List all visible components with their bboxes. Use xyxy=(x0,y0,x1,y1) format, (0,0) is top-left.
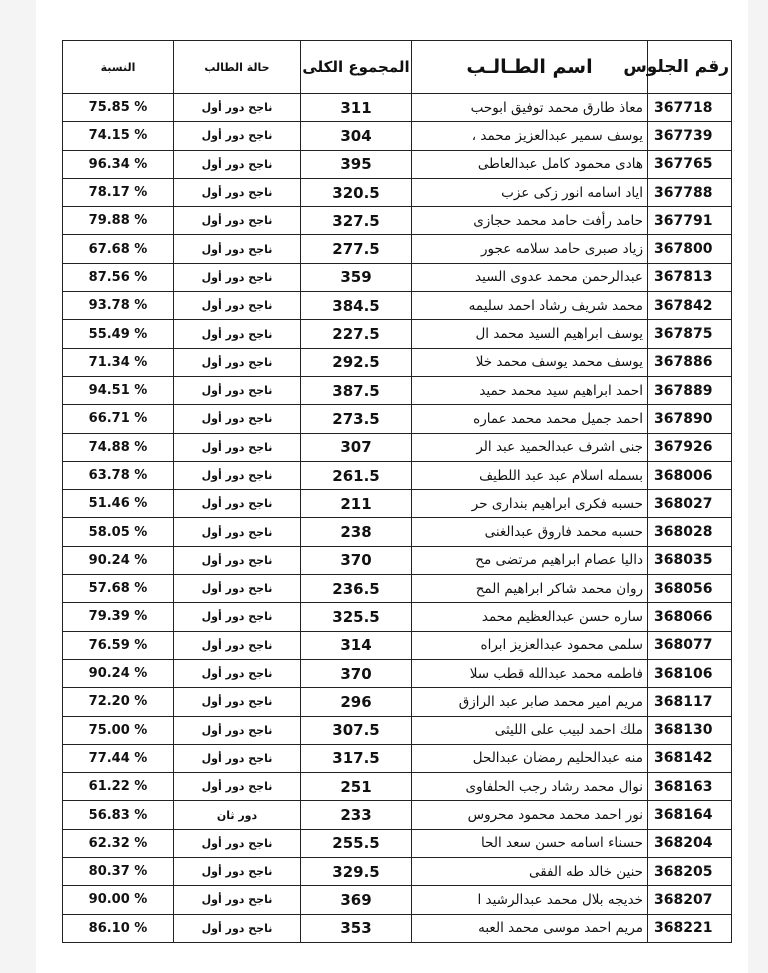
seat-number-cell: 368207 xyxy=(648,886,732,914)
total-cell: 387.5 xyxy=(301,376,412,404)
name-cell: مريم احمد موسى محمد العبه xyxy=(412,914,648,942)
total-cell: 233 xyxy=(301,801,412,829)
total-cell: 370 xyxy=(301,546,412,574)
seat-number-cell: 368077 xyxy=(648,631,732,659)
seat-number-cell: 367800 xyxy=(648,235,732,263)
status-cell: ناجح دور أول xyxy=(174,490,301,518)
results-body xyxy=(63,94,732,943)
name-cell: منه عبدالحليم رمضان عبدالحل xyxy=(412,744,648,772)
status-cell: ناجح دور أول xyxy=(174,546,301,574)
percent-cell: 76.59 % xyxy=(63,631,174,659)
total-cell: 227.5 xyxy=(301,320,412,348)
status-cell: ناجح دور أول xyxy=(174,461,301,489)
total-cell: 236.5 xyxy=(301,575,412,603)
status-cell: ناجح دور أول xyxy=(174,688,301,716)
status-cell: ناجح دور أول xyxy=(174,207,301,235)
seat-number-cell: 368130 xyxy=(648,716,732,744)
total-cell: 292.5 xyxy=(301,348,412,376)
total-cell: 296 xyxy=(301,688,412,716)
table-row xyxy=(63,263,732,291)
percent-cell: 90.00 % xyxy=(63,886,174,914)
seat-number-cell: 367842 xyxy=(648,292,732,320)
table-row xyxy=(63,773,732,801)
seat-number-cell: 368035 xyxy=(648,546,732,574)
total-cell: 327.5 xyxy=(301,207,412,235)
table-row xyxy=(63,858,732,886)
table-row xyxy=(63,829,732,857)
name-cell: حسبه محمد فاروق عبدالغنى xyxy=(412,518,648,546)
seat-number-cell: 368106 xyxy=(648,659,732,687)
total-cell: 277.5 xyxy=(301,235,412,263)
total-cell: 384.5 xyxy=(301,292,412,320)
total-cell: 314 xyxy=(301,631,412,659)
name-cell: احمد جميل محمد محمد عماره xyxy=(412,405,648,433)
name-cell: اياد اسامه انور زكى عزب xyxy=(412,178,648,206)
header-percent: النسبة xyxy=(63,41,174,94)
percent-cell: 63.78 % xyxy=(63,461,174,489)
name-cell: عبدالرحمن محمد عدوى السيد xyxy=(412,263,648,291)
percent-cell: 96.34 % xyxy=(63,150,174,178)
table-row xyxy=(63,886,732,914)
status-cell: ناجح دور أول xyxy=(174,263,301,291)
name-cell: ملك احمد لبيب على الليثى xyxy=(412,716,648,744)
table-row xyxy=(63,716,732,744)
name-cell: هادى محمود كامل عبدالعاطى xyxy=(412,150,648,178)
status-cell: ناجح دور أول xyxy=(174,659,301,687)
status-cell: ناجح دور أول xyxy=(174,575,301,603)
status-cell: ناجح دور أول xyxy=(174,348,301,376)
name-cell: حامد رأفت حامد محمد حجازى xyxy=(412,207,648,235)
percent-cell: 55.49 % xyxy=(63,320,174,348)
table-row xyxy=(63,518,732,546)
header-seat-number: رقم الجلوس xyxy=(648,41,732,94)
name-cell: احمد ابراهيم سيد محمد حميد xyxy=(412,376,648,404)
status-cell: ناجح دور أول xyxy=(174,433,301,461)
seat-number-cell: 368056 xyxy=(648,575,732,603)
seat-number-cell: 368027 xyxy=(648,490,732,518)
seat-number-cell: 367813 xyxy=(648,263,732,291)
percent-cell: 79.88 % xyxy=(63,207,174,235)
percent-cell: 79.39 % xyxy=(63,603,174,631)
seat-number-cell: 368205 xyxy=(648,858,732,886)
percent-cell: 56.83 % xyxy=(63,801,174,829)
seat-number-cell: 368163 xyxy=(648,773,732,801)
percent-cell: 93.78 % xyxy=(63,292,174,320)
status-cell: ناجح دور أول xyxy=(174,886,301,914)
total-cell: 304 xyxy=(301,122,412,150)
name-cell: يوسف ابراهيم السيد محمد ال xyxy=(412,320,648,348)
percent-cell: 67.68 % xyxy=(63,235,174,263)
total-cell: 261.5 xyxy=(301,461,412,489)
table-row xyxy=(63,631,732,659)
percent-cell: 58.05 % xyxy=(63,518,174,546)
percent-cell: 51.46 % xyxy=(63,490,174,518)
table-row xyxy=(63,546,732,574)
percent-cell: 90.24 % xyxy=(63,546,174,574)
total-cell: 307.5 xyxy=(301,716,412,744)
total-cell: 238 xyxy=(301,518,412,546)
status-cell: دور ثان xyxy=(174,801,301,829)
status-cell: ناجح دور أول xyxy=(174,405,301,433)
status-cell: ناجح دور أول xyxy=(174,603,301,631)
table-row xyxy=(63,575,732,603)
total-cell: 255.5 xyxy=(301,829,412,857)
table-row xyxy=(63,603,732,631)
table-row xyxy=(63,405,732,433)
status-cell: ناجح دور أول xyxy=(174,376,301,404)
name-cell: بسمله اسلام عبد عبد اللطيف xyxy=(412,461,648,489)
seat-number-cell: 367890 xyxy=(648,405,732,433)
seat-number-cell: 367788 xyxy=(648,178,732,206)
seat-number-cell: 368164 xyxy=(648,801,732,829)
seat-number-cell: 367886 xyxy=(648,348,732,376)
total-cell: 273.5 xyxy=(301,405,412,433)
percent-cell: 57.68 % xyxy=(63,575,174,603)
percent-cell: 80.37 % xyxy=(63,858,174,886)
total-cell: 251 xyxy=(301,773,412,801)
seat-number-cell: 367791 xyxy=(648,207,732,235)
total-cell: 359 xyxy=(301,263,412,291)
total-cell: 395 xyxy=(301,150,412,178)
results-table xyxy=(62,40,732,943)
total-cell: 369 xyxy=(301,886,412,914)
percent-cell: 75.85 % xyxy=(63,94,174,122)
table-row xyxy=(63,150,732,178)
status-cell: ناجح دور أول xyxy=(174,744,301,772)
name-cell: فاطمه محمد عبدالله قطب سلا xyxy=(412,659,648,687)
percent-cell: 71.34 % xyxy=(63,348,174,376)
percent-cell: 72.20 % xyxy=(63,688,174,716)
percent-cell: 75.00 % xyxy=(63,716,174,744)
seat-number-cell: 367739 xyxy=(648,122,732,150)
status-cell: ناجح دور أول xyxy=(174,94,301,122)
seat-number-cell: 368221 xyxy=(648,914,732,942)
table-row xyxy=(63,320,732,348)
percent-cell: 66.71 % xyxy=(63,405,174,433)
seat-number-cell: 368204 xyxy=(648,829,732,857)
status-cell: ناجح دور أول xyxy=(174,150,301,178)
name-cell: زياد صبرى حامد سلامه عجور xyxy=(412,235,648,263)
percent-cell: 86.10 % xyxy=(63,914,174,942)
header-status: حالة الطالب xyxy=(174,41,301,94)
status-cell: ناجح دور أول xyxy=(174,631,301,659)
seat-number-cell: 367765 xyxy=(648,150,732,178)
status-cell: ناجح دور أول xyxy=(174,292,301,320)
status-cell: ناجح دور أول xyxy=(174,914,301,942)
table-row xyxy=(63,348,732,376)
table-row xyxy=(63,207,732,235)
seat-number-cell: 367875 xyxy=(648,320,732,348)
header-total: المجموع الكلى xyxy=(301,41,412,94)
total-cell: 325.5 xyxy=(301,603,412,631)
name-cell: ساره حسن عبدالعظيم محمد xyxy=(412,603,648,631)
table-row xyxy=(63,178,732,206)
header-name: اسم الطـالـب xyxy=(412,41,648,94)
percent-cell: 87.56 % xyxy=(63,263,174,291)
seat-number-cell: 368028 xyxy=(648,518,732,546)
status-cell: ناجح دور أول xyxy=(174,235,301,263)
name-cell: حسناء اسامه حسن سعد الحا xyxy=(412,829,648,857)
percent-cell: 61.22 % xyxy=(63,773,174,801)
table-row xyxy=(63,490,732,518)
total-cell: 353 xyxy=(301,914,412,942)
seat-number-cell: 368006 xyxy=(648,461,732,489)
table-row xyxy=(63,461,732,489)
total-cell: 329.5 xyxy=(301,858,412,886)
name-cell: محمد شريف رشاد احمد سليمه xyxy=(412,292,648,320)
name-cell: داليا عصام ابراهيم مرتضى مح xyxy=(412,546,648,574)
table-row xyxy=(63,235,732,263)
name-cell: معاذ طارق محمد توفيق ابوحب xyxy=(412,94,648,122)
table-row xyxy=(63,376,732,404)
seat-number-cell: 368142 xyxy=(648,744,732,772)
name-cell: جنى اشرف عبدالحميد عبد الر xyxy=(412,433,648,461)
percent-cell: 74.88 % xyxy=(63,433,174,461)
status-cell: ناجح دور أول xyxy=(174,320,301,348)
name-cell: نوال محمد رشاد رجب الحلفاوى xyxy=(412,773,648,801)
total-cell: 311 xyxy=(301,94,412,122)
status-cell: ناجح دور أول xyxy=(174,518,301,546)
seat-number-cell: 367889 xyxy=(648,376,732,404)
table-row xyxy=(63,659,732,687)
header-row xyxy=(63,41,732,94)
name-cell: سلمى محمود عبدالعزيز ابراه xyxy=(412,631,648,659)
status-cell: ناجح دور أول xyxy=(174,716,301,744)
seat-number-cell: 367718 xyxy=(648,94,732,122)
percent-cell: 77.44 % xyxy=(63,744,174,772)
name-cell: حسبه فكرى ابراهيم بندارى حر xyxy=(412,490,648,518)
table-row xyxy=(63,801,732,829)
table-row xyxy=(63,122,732,150)
percent-cell: 74.15 % xyxy=(63,122,174,150)
percent-cell: 90.24 % xyxy=(63,659,174,687)
status-cell: ناجح دور أول xyxy=(174,773,301,801)
name-cell: خديجه بلال محمد عبدالرشيد ا xyxy=(412,886,648,914)
table-row xyxy=(63,744,732,772)
table-row xyxy=(63,433,732,461)
table-row xyxy=(63,688,732,716)
percent-cell: 94.51 % xyxy=(63,376,174,404)
total-cell: 320.5 xyxy=(301,178,412,206)
name-cell: يوسف محمد يوسف محمد خلا xyxy=(412,348,648,376)
name-cell: حنين خالد طه الفقى xyxy=(412,858,648,886)
total-cell: 317.5 xyxy=(301,744,412,772)
name-cell: مريم امير محمد صابر عبد الرازق xyxy=(412,688,648,716)
seat-number-cell: 368066 xyxy=(648,603,732,631)
name-cell: روان محمد شاكر ابراهيم المح xyxy=(412,575,648,603)
total-cell: 370 xyxy=(301,659,412,687)
seat-number-cell: 368117 xyxy=(648,688,732,716)
status-cell: ناجح دور أول xyxy=(174,122,301,150)
seat-number-cell: 367926 xyxy=(648,433,732,461)
status-cell: ناجح دور أول xyxy=(174,178,301,206)
total-cell: 307 xyxy=(301,433,412,461)
percent-cell: 78.17 % xyxy=(63,178,174,206)
table-row xyxy=(63,914,732,942)
status-cell: ناجح دور أول xyxy=(174,858,301,886)
table-row xyxy=(63,292,732,320)
name-cell: نور احمد محمد محمود محروس xyxy=(412,801,648,829)
name-cell: يوسف سمير عبدالعزيز محمد ، xyxy=(412,122,648,150)
status-cell: ناجح دور أول xyxy=(174,829,301,857)
percent-cell: 62.32 % xyxy=(63,829,174,857)
total-cell: 211 xyxy=(301,490,412,518)
table-row xyxy=(63,94,732,122)
